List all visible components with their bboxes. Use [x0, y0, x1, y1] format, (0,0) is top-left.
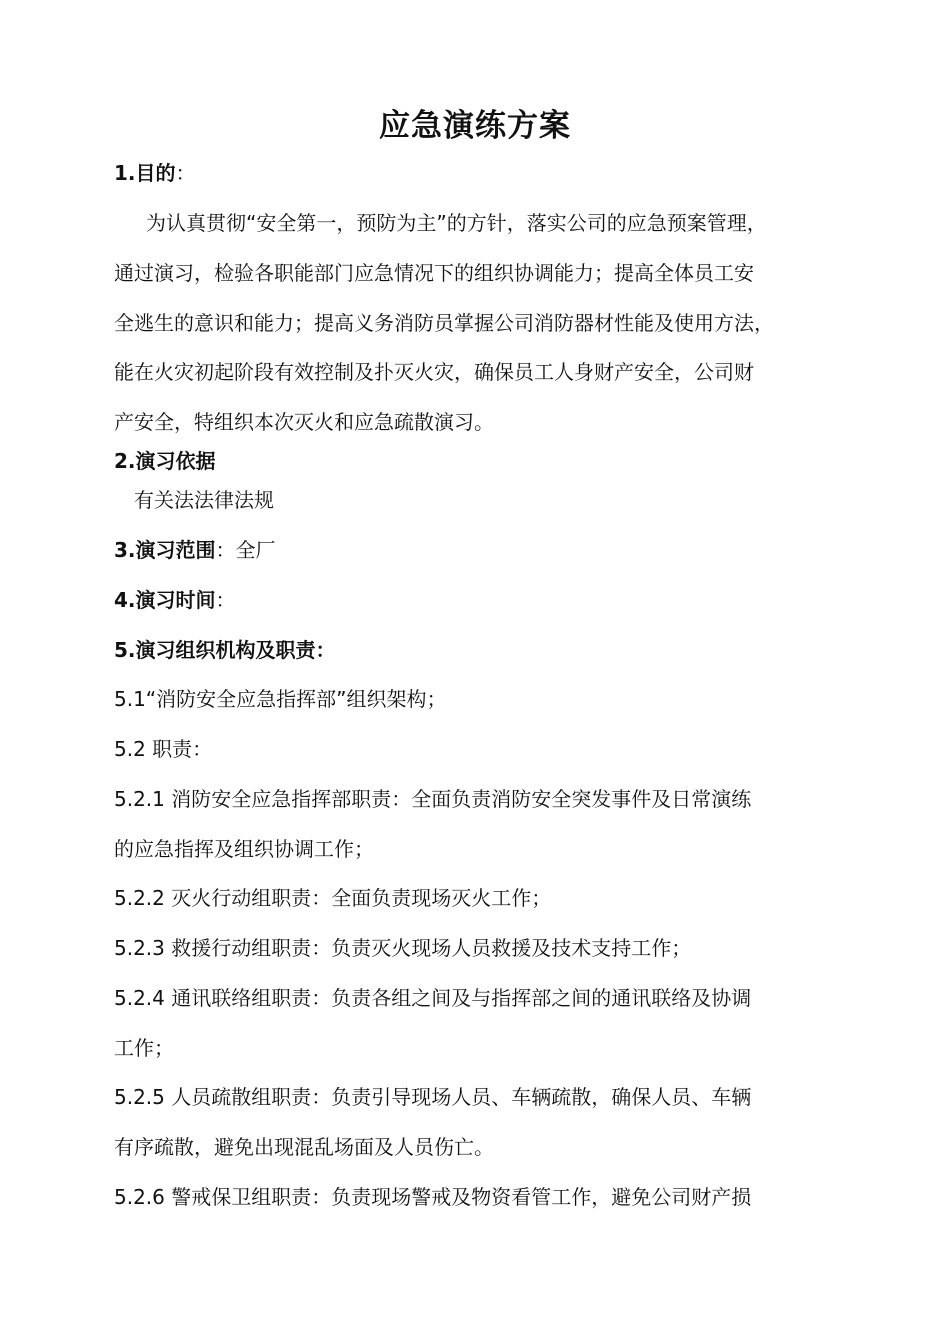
section-5-line: 5.1“消防安全应急指挥部”组织架构；	[114, 687, 447, 711]
section-5-heading: 5.演习组织机构及职责：	[114, 638, 336, 662]
section-4-line	[114, 585, 236, 615]
section-3-line	[114, 535, 276, 565]
section-1-paragraph-line: 能在火灾初起阶段有效控制及扑灭火灾，确保员工人身财产安全，公司财	[114, 360, 754, 384]
section-1-paragraph-line: 为认真贯彻“安全第一，预防为主”的方针，落实公司的应急预案管理，	[146, 211, 767, 235]
section-1-colon: ：	[175, 161, 196, 185]
section-3-heading: 3.演习范围	[114, 538, 216, 562]
document-title: 应急演练方案	[379, 108, 571, 144]
section-5-line: 5.2.2 灭火行动组职责：全面负责现场灭火工作；	[114, 886, 552, 910]
section-5-line: 工作；	[114, 1036, 174, 1060]
section-3-text: ：全厂	[215, 538, 276, 562]
section-2-heading: 2.演习依据	[114, 449, 216, 473]
section-4-text: ：	[215, 588, 236, 612]
section-5-line: 5.2.6 警戒保卫组职责：负责现场警戒及物资看管工作，避免公司财产损	[114, 1185, 752, 1209]
section-1-heading-line	[114, 158, 196, 188]
section-5-line: 有序疏散，避免出现混乱场面及人员伤亡。	[114, 1135, 494, 1159]
section-1-paragraph-line: 产安全，特组织本次灭火和应急疏散演习。	[114, 410, 494, 434]
section-5-line: 5.2 职责：	[114, 737, 213, 761]
section-2-text: 有关法法律法规	[134, 488, 274, 512]
section-1-heading: 1.目的	[114, 161, 176, 185]
section-5-line: 的应急指挥及组织协调工作；	[114, 837, 374, 861]
section-5-line: 5.2.5 人员疏散组职责：负责引导现场人员、车辆疏散，确保人员、车辆	[114, 1085, 752, 1109]
section-5-line: 5.2.1 消防安全应急指挥部职责：全面负责消防安全突发事件及日常演练	[114, 787, 752, 811]
section-1-paragraph-line: 全逃生的意识和能力；提高义务消防员掌握公司消防器材性能及使用方法，	[114, 311, 774, 335]
section-5-line: 5.2.4 通讯联络组职责：负责各组之间及与指挥部之间的通讯联络及协调	[114, 986, 752, 1010]
section-1-paragraph-line: 通过演习，检验各职能部门应急情况下的组织协调能力；提高全体员工安	[114, 261, 754, 285]
section-5-line: 5.2.3 救援行动组职责：负责灭火现场人员救援及技术支持工作；	[114, 936, 692, 960]
section-4-heading: 4.演习时间	[114, 588, 216, 612]
